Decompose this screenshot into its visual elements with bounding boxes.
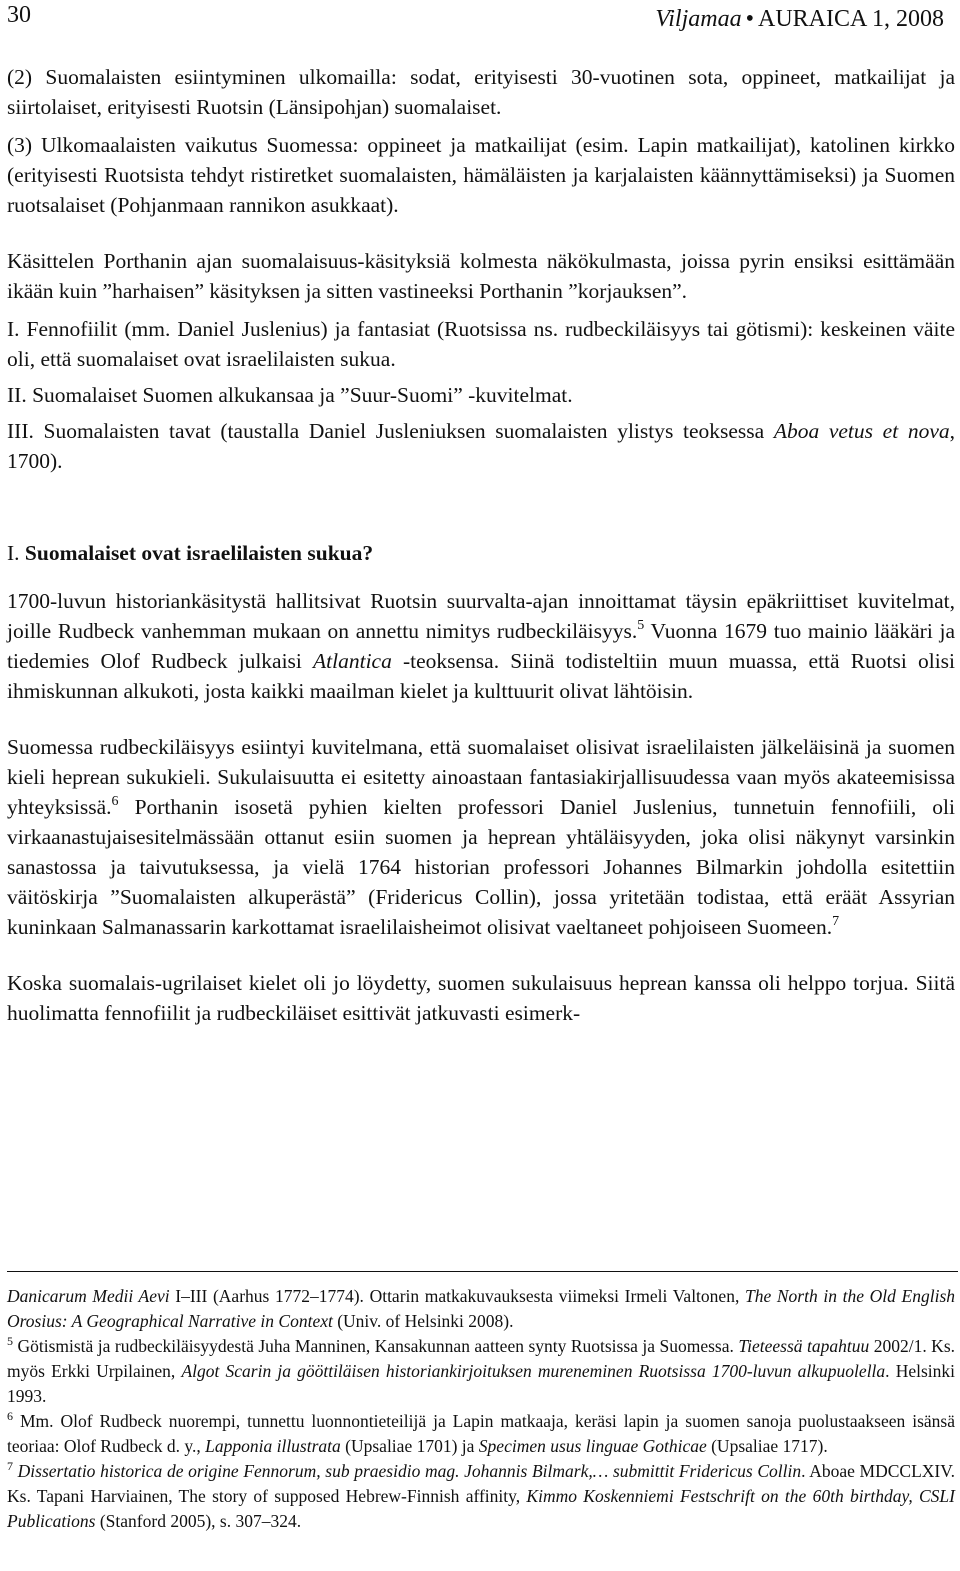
paragraph-2-text-2: Porthanin isosetä pyhien kielten professori Daniel Juslenius, tunnetuin fennofiili, oli virkaanastujaisesitelmässään ottanut esiin suomen ja heprean yhtäläisyyden, joka olisi näkynyt varsinkin sanastossa ja taivutuksessa, ja vielä 1764 historian professori Johannes Bilmarkin johdolla esitettiin väitöskirja ”Suomalaisten alkuperästä” (Fridericus Collin), jossa yritetään todistaa, että eräät Assyrian kuninkaan Salmanassarin karkottamat israelilaisheimot olisivat vaeltaneet pohjoiseen Suomeen. [7,795,955,939]
footnote-text-2: (Univ. of Helsinki 2008). [332,1311,514,1331]
footnote-divider [7,1271,958,1272]
point-2: II. Suomalaiset Suomen alkukansaa ja ”Suur-Suomi” -kuvitelmat. [7,383,573,407]
footnote-ref-6[interactable]: 6 [111,794,119,809]
footnote-5 [7,1334,955,1409]
footnote-title: Algot Scarin ja gööttiläisen historiankirjoituksen mureneminen Ruotsissa 1700-luvun alkupuolella [181,1361,886,1381]
point-1: I. Fennofiilit (mm. Daniel Juslenius) ja fantasiat (Ruotsissa ns. rudbeckiläisyys tai götismi): keskeinen väite oli, että suomalaiset ovat israelilaisten sukua. [7,317,955,371]
footnote-text-2: 2002/1. Ks. myös Erkki Urpilainen, [7,1336,956,1381]
list-item-3: (3) Ulkomaalaisten vaikutus Suomessa: oppineet ja matkailijat (esim. Lapin matkailijat), katolinen kirkko (erityisesti Ruotsista tehdyt ristiretket suomalaisten, hämäläisten ja karjalaisten käännyttämiseksi) ja Suomen ruotsalaiset (Pohjanmaan rannikon asukkaat). [7,133,955,217]
paragraph-1-text-3: -teoksensa. Siinä todisteltiin muun muassa, että Ruotsi olisi ihmiskunnan alkukoti, josta kaikki maailman kielet ja kulttuurit olivat lähtöisin. [7,649,956,703]
page-header [0,2,960,36]
footnote-7 [7,1459,955,1534]
paragraph-2-text: Suomessa rudbeckiläisyys esiintyi kuvitelmana, että suomalaiset olisivat israelilaisten jälkeläisinä ja suomen kieli heprean sukukieli. Sukulaisuutta ei esitetty ainoastaan fantasiakirjallisuudessa vaan myös akateemisissa yhteyksissä. [7,735,955,819]
footnote-title: Danicarum Medii Aevi [7,1286,170,1306]
footnote-text: I–III (Aarhus 1772–1774). Ottarin matkakuvauksesta viimeksi Irmeli Valtonen, [169,1286,745,1306]
running-header-issue: AURAICA 1, 2008 [757,6,944,32]
footnote-number: 5 [7,1334,13,1348]
footnote-title-2: The North in the Old English Orosius: A Geographical Narrative in Context [7,1286,956,1331]
footnote-text-3: (Upsaliae 1717). [706,1436,828,1456]
intro-paragraph: Käsittelen Porthanin ajan suomalaisuus-käsityksiä kolmesta näkökulmasta, joissa pyrin ensiksi esittämään ikään kuin ”harhaisen” käsityksen ja sitten vastineeksi Porthanin ”korjauksen”. [7,249,955,303]
running-header-author: Viljamaa [655,6,742,32]
footnote-text-3: . Helsinki 1993. [7,1361,955,1406]
footnote-title-2: Kimmo Koskenniemi Festschrift on the 60th birthday, CSLI Publications [7,1486,955,1531]
bullet-separator: • [745,6,754,32]
point-3-text-end: , 1700). [7,419,955,473]
footnote-title: Dissertatio historica de origine Fennorum, sub praesidio mag. Johannis Bilmark,… submittit Fridericus Collin [13,1461,802,1481]
footnote-ref-5[interactable]: 5 [637,618,645,633]
footnote-6 [7,1409,955,1459]
footnote-title: Lapponia illustrata [205,1436,341,1456]
section-title: Suomalaiset ovat israelilaisten sukua? [24,541,374,565]
paragraph-1-text: 1700-luvun historiankäsitystä hallitsivat Ruotsin suurvalta-ajan innoittamat täysin epäkriittiset kuvitelmat, joille Rudbeck vanhemman mukaan on annettu nimitys rudbeckiläisyys. [7,589,955,643]
running-header [655,6,944,33]
page-number: 30 [7,2,31,28]
list-item-2: (2) Suomalaisten esiintyminen ulkomailla: sodat, erityisesti 30-vuotinen sota, oppineet, matkailijat ja siirtolaiset, erityisesti Ruotsin (Länsipohjan) suomalaiset. [7,65,955,119]
footnote-ref-7[interactable]: 7 [832,914,840,929]
paragraph-2 [7,732,955,942]
footnote-continued [7,1284,955,1334]
footnote-journal: Tieteessä tapahtuu [738,1336,870,1356]
footnotes [7,1284,955,1534]
book-title-atlantica: Atlantica [313,649,392,673]
footnote-text-2: (Stanford 2005), s. 307–324. [95,1511,302,1531]
point-3 [7,416,955,476]
section-number: I. [7,541,25,565]
point-3-text: III. Suomalaisten tavat (taustalla Daniel Jusleniuksen suomalaisten ylistys teoksessa [7,419,774,443]
book-title: Aboa vetus et nova [773,419,950,443]
section-heading [7,538,955,568]
footnote-text: Mm. Olof Rudbeck nuorempi, tunnettu luonnontieteilijä ja Lapin matkaaja, keräsi lapin ja suomen sanoja puolustaakseen isänsä teoriaa: Olof Rudbeck d. y., [7,1411,955,1456]
footnote-text-2: (Upsaliae 1701) ja [340,1436,479,1456]
paragraph-1 [7,586,955,706]
footnote-text: Götismistä ja rudbeckiläisyydestä Juha Manninen, Kansakunnan aatteen synty Ruotsissa ja Suomessa. [13,1336,739,1356]
footnote-number: 6 [7,1409,13,1423]
footnote-title-2: Specimen usus linguae Gothicae [478,1436,707,1456]
footnote-text: . Aboae MDCCLXIV. Ks. Tapani Harviainen, The story of supposed Hebrew-Finnish affinity, [7,1461,955,1506]
body-text [7,62,955,1042]
paragraph-3: Koska suomalais-ugrilaiset kielet oli jo löydetty, suomen sukulaisuus heprean kanssa oli helppo torjua. Siitä huolimatta fennofiilit ja rudbeckiläiset esittivät jatkuvasti esimerk- [7,971,955,1025]
footnote-number: 7 [7,1459,13,1473]
paragraph-1-text-2: Vuonna 1679 tuo mainio lääkäri ja tiedemies Olof Rudbeck julkaisi [7,619,956,673]
